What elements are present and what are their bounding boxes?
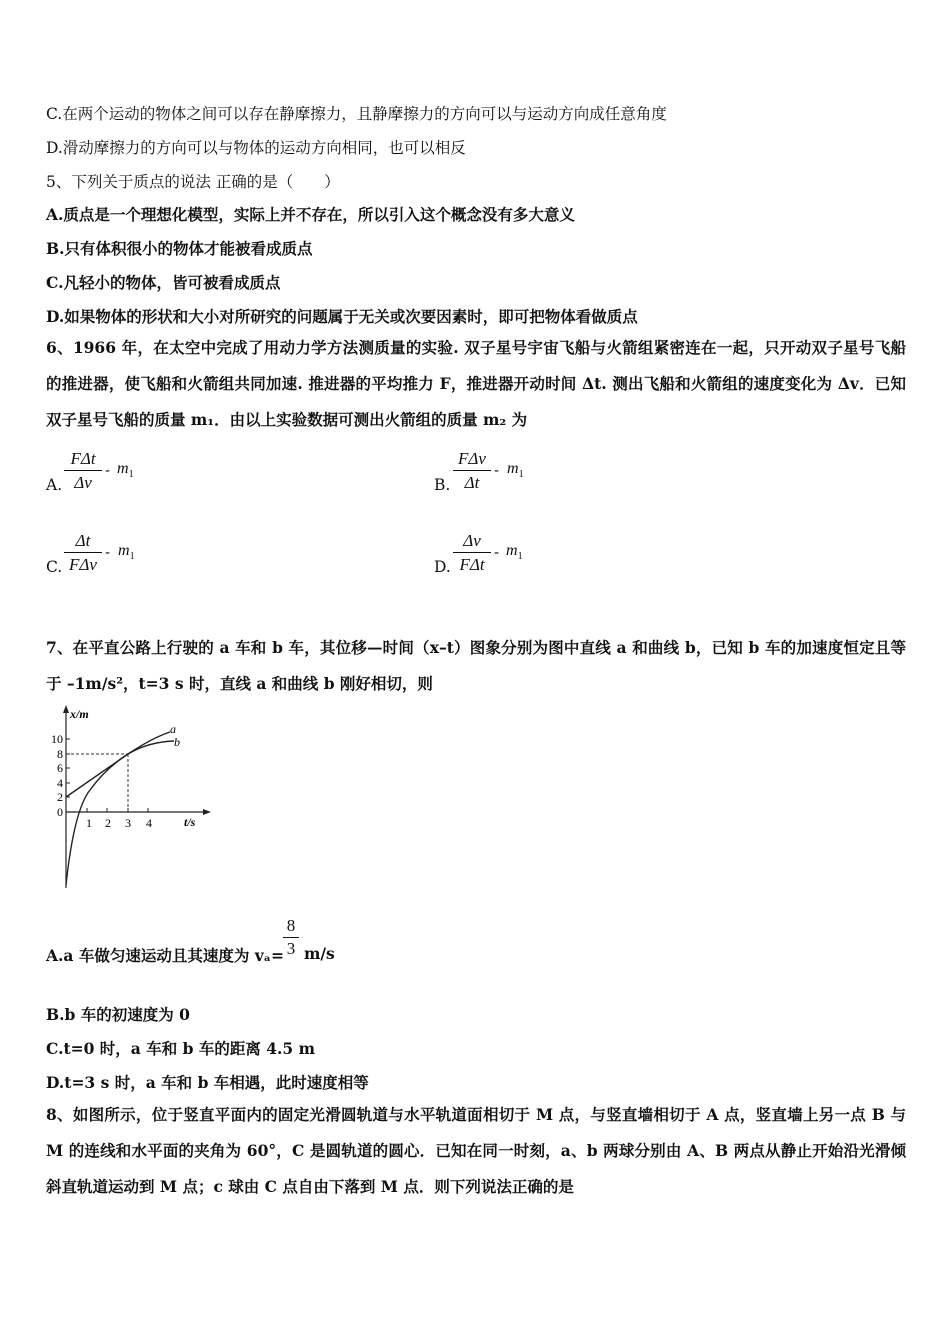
q6-option-d-m1: $m_1$ [506,542,523,563]
q7-option-d: D.t=3 s 时，a 车和 b 车相遇，此时速度相等 [46,1073,369,1092]
ytick-4: 4 [57,776,63,790]
q6-option-c-numerator: Δt [64,530,102,553]
q5-option-c: C.凡轻小的物体，皆可被看成质点 [46,273,281,292]
line-a [66,732,170,797]
q6-option-a-numerator: FΔt [64,448,102,471]
q5-option-a: A.质点是一个理想化模型，实际上并不存在，所以引入这个概念没有多大意义 [46,205,575,224]
xtick-4: 4 [146,816,152,830]
ytick-6: 6 [57,761,63,775]
curve-b-label: b [174,735,180,749]
q7-option-b: B.b 车的初速度为 0 [46,1005,190,1024]
q6-option-a-label: A. [46,476,63,494]
xtick-2: 2 [105,816,111,830]
q6-option-a-m1: $m_1$ [117,460,134,481]
q6-option-a-fraction [64,448,102,495]
q8-stem: 8、如图所示，位于竖直平面内的固定光滑圆轨道与水平轨道面相切于 M 点，与竖直墙相切于 A 点，竖直墙上另一点 B 与 M 的连线和水平面的夹角为 60°，C 是圆轨道的圆心．已知在同一时刻，a、b 两球分别由 A、B 两点从静止开始沿光滑倾斜直轨道运动到 M 点；c 球由 C 点自由下落到 M 点．则下列说法正确的是 [46,1105,906,1196]
y-axis-label: x/m [70,707,89,721]
ytick-0: 0 [57,805,63,819]
q7-option-a-unit: m/s [304,944,335,963]
x-axis-label: t/s [184,815,196,829]
q6-option-c-m1: $m_1$ [118,542,135,563]
q6-option-b-minus: - [494,461,500,479]
q5-option-b: B.只有体积很小的物体才能被看成质点 [46,239,313,258]
ytick-10: 10 [51,732,63,746]
q6-option-a-minus: - [105,461,111,479]
q6-option-b-denominator: Δt [464,473,480,492]
q6-option-a-denominator: Δv [74,473,92,492]
q7-option-a-numerator: 8 [283,915,299,938]
q6-option-c-label: C. [46,558,63,576]
xtick-1: 1 [86,816,92,830]
q5-option-d: D.如果物体的形状和大小对所研究的问题属于无关或次要因素时，即可把物体看做质点 [46,307,638,326]
q7-option-c: C.t=0 时，a 车和 b 车的距离 4.5 m [46,1039,316,1058]
q6-option-d-numerator: Δv [453,530,491,553]
x-axis-arrow [203,809,211,815]
q6-option-d-minus: - [494,543,500,561]
q7-option-a-denominator: 3 [286,939,296,958]
ytick-8: 8 [57,747,63,761]
xtick-3: 3 [125,816,131,830]
q6-option-d-fraction [453,530,491,577]
q6-option-c-denominator: FΔv [69,555,97,574]
q4-option-c: C.在两个运动的物体之间可以存在静摩擦力，且静摩擦力的方向可以与运动方向成任意角度 [46,105,667,123]
q6-option-b-label: B. [434,476,451,494]
q6-option-d-label: D. [434,558,451,576]
y-axis-arrow [63,705,69,713]
q5-stem: 5、下列关于质点的说法 正确的是（ ） [46,173,340,191]
q7-stem: 7、在平直公路上行驶的 a 车和 b 车，其位移—时间（x–t）图象分别为图中直线 a 和曲线 b，已知 b 车的加速度恒定且等于 –1m/s²，t=3 s 时，直线 a 和曲线 b 刚好相切，则 [46,638,906,693]
q6-option-b-m1: $m_1$ [507,460,524,481]
q6-option-d-denominator: FΔt [459,555,485,574]
q6-stem: 6、1966 年，在太空中完成了用动力学方法测质量的实验. 双子星号宇宙飞船与火箭组紧密连在一起，只开动双子星号飞船的推进器，使飞船和火箭组共同加速. 推进器的平均推力 F，推进器开动时间 Δt. 测出飞船和火箭组的速度变化为 Δv．已知双子星号飞船的质量 m₁．由以上实验数据可测出火箭组的质量 m₂ 为 [46,338,906,429]
ytick-2: 2 [57,790,63,804]
q6-option-b-fraction [453,448,491,495]
xt-graph [44,700,214,890]
q6-option-c-fraction [64,530,102,577]
q7-option-a-text: A.a 车做匀速运动且其速度为 vₐ= [46,946,284,965]
q6-option-c-minus: - [105,543,111,561]
line-a-label: a [170,722,176,736]
q7-option-a-fraction [283,915,299,960]
curve-b [66,741,174,885]
q6-option-b-numerator: FΔv [453,448,491,471]
q4-option-d: D.滑动摩擦力的方向可以与物体的运动方向相同，也可以相反 [46,139,466,157]
